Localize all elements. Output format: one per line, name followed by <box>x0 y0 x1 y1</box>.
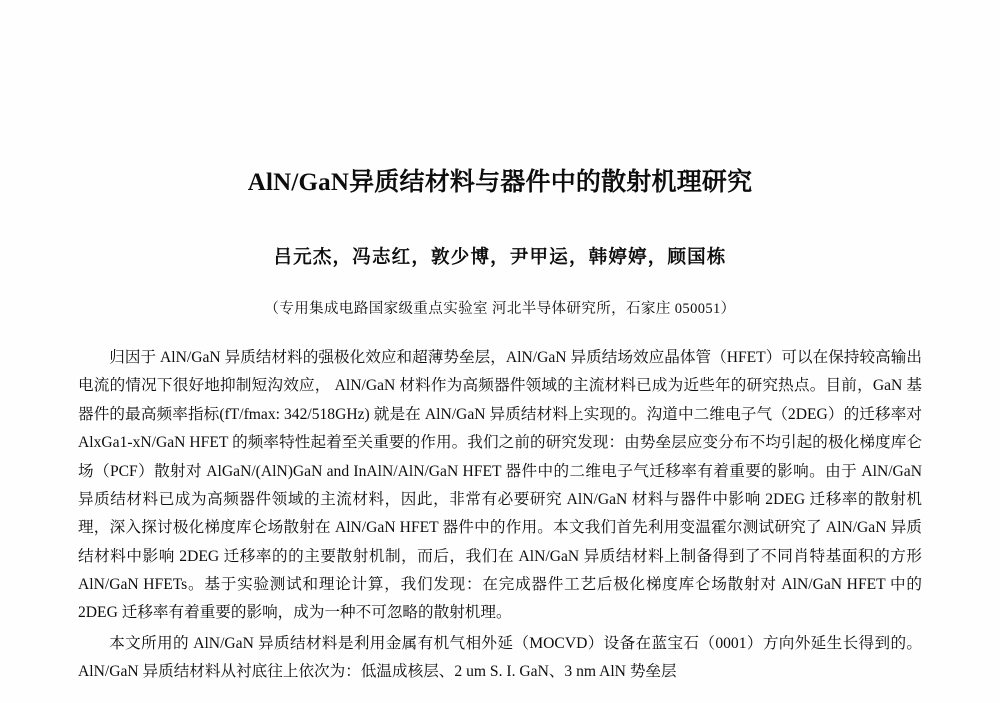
paragraph-2: 本文所用的 AlN/GaN 异质结材料是利用金属有机气相外延（MOCVD）设备在蓝宝石（0001）方向外延生长得到的。AlN/GaN 异质结材料从衬底往上依次为：低温成核层、2 um S. I. GaN、3 nm AlN 势垒层 <box>78 634 922 681</box>
author-list: 吕元杰，冯志红，敦少博，尹甲运，韩婷婷，顾国栋 <box>273 248 727 268</box>
affiliation-line: （专用集成电路国家级重点实验室 河北半导体研究所，石家庄 050051） <box>264 301 736 317</box>
body-text <box>78 318 922 687</box>
paragraph-1: 归因于 AlN/GaN 异质结材料的强极化效应和超薄势垒层，AlN/GaN 异质结场效应晶体管（HFET）可以在保持较高输出电流的情况下很好地抑制短沟效应， AlN/GaN 材料作为高频器件领域的主流材料已成为近些年的研究热点。目前，GaN 基器件的最高频率指标(fT/fmax: 342/518GHz) 就是在 AlN/GaN 异质结材料上实现的。沟道中二维电子气（2DEG）的迁移率对 AlxGa1-xN/GaN HFET 的频率特性起着至关重要的作用。我们之前的研究发现：由势垒层应变分布不均引起的极化梯度库仑场（PCF）散射对 AlGaN/(AlN)GaN and InAlN/AlN/GaN HFET 器件中的二维电子气迁移率有着重要的影响。由于 AlN/GaN 异质结材料已成为高频器件领域的主流材料，因此，非常有必要研究 AlN/GaN 材料与器件中影响 2DEG 迁移率的散射机理，深入探讨极化梯度库仑场散射在 AlN/GaN HFET 器件中的作用。本文我们首先利用变温霍尔测试研究了 AlN/GaN 异质结材料中影响 2DEG 迁移率的的主要散射机制，而后，我们在 AlN/GaN 异质结材料上制备得到了不同肖特基面积的方形 AlN/GaN HFETs。基于实验测试和理论计算，我们发现：在完成器件工艺后极化梯度库仑场散射对 AlN/GaN HFET 中的 2DEG 迁移率有着重要的影响，成为一种不可忽略的散射机理。 <box>78 349 922 622</box>
page-title: AlN/GaN异质结材料与器件中的散射机理研究 <box>247 169 753 196</box>
